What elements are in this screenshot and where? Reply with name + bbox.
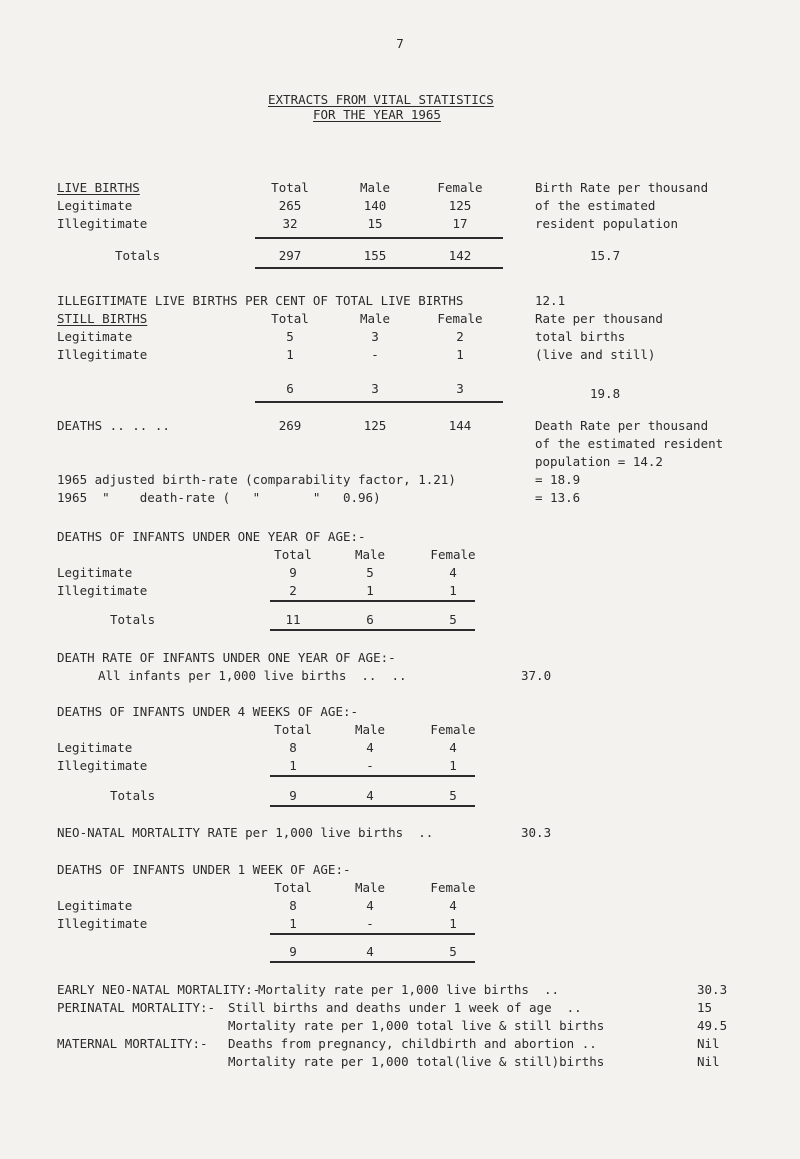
page-title: EXTRACTS FROM VITAL STATISTICS	[268, 92, 494, 107]
cell-female: 5	[449, 612, 457, 627]
footer-value: 30.3	[697, 982, 728, 997]
cell-female: 4	[449, 898, 457, 913]
neonatal-value: 30.3	[521, 825, 552, 840]
cell-female: 4	[449, 565, 457, 580]
cell-total: 2	[289, 583, 297, 598]
cell-female: 1	[449, 916, 457, 931]
cell-male: 4	[366, 788, 374, 803]
footer-label: EARLY NEO-NATAL MORTALITY:-	[57, 982, 261, 997]
footer-value: 49.5	[697, 1018, 728, 1033]
infant-rate-line: All infants per 1,000 live births .. ..	[98, 668, 407, 683]
col-total: Total	[274, 880, 312, 895]
row-label: Legitimate	[57, 898, 133, 913]
row-label: Illegitimate	[57, 916, 148, 931]
cell-total: 5	[286, 329, 294, 344]
row-label: Illegitimate	[57, 583, 148, 598]
row-label: Legitimate	[57, 198, 133, 213]
cell-male: 3	[371, 329, 379, 344]
rate-note: Rate per thousand	[535, 311, 663, 326]
table-rule	[270, 629, 475, 631]
cell-total: 1	[286, 347, 294, 362]
illegitimate-pct-value: 12.1	[535, 293, 566, 308]
live-births-heading: LIVE BIRTHS	[57, 180, 140, 195]
cell-female: 17	[452, 216, 468, 231]
col-total: Total	[271, 180, 309, 195]
table-rule	[255, 267, 503, 269]
table-rule	[270, 775, 475, 777]
footer-label: PERINATAL MORTALITY:-	[57, 1000, 216, 1015]
infants-4wk-heading: DEATHS OF INFANTS UNDER 4 WEEKS OF AGE:-	[57, 704, 359, 719]
table-rule	[270, 961, 475, 963]
col-male: Male	[354, 722, 386, 737]
cell-male: 4	[366, 944, 374, 959]
page-subtitle: FOR THE YEAR 1965	[313, 107, 441, 122]
cell-male: 4	[366, 740, 374, 755]
deaths-label: DEATHS .. .. ..	[57, 418, 170, 433]
cell-total: 8	[289, 740, 297, 755]
cell-female: 2	[456, 329, 464, 344]
cell-total: 1	[289, 758, 297, 773]
col-female: Female	[437, 180, 483, 195]
rate-note: of the estimated resident	[535, 436, 724, 451]
rate-note: resident population	[535, 216, 678, 231]
footer-text: Mortality rate per 1,000 live births ..	[258, 982, 560, 997]
still-rate-value: 19.8	[590, 386, 621, 401]
cell-female: 1	[449, 583, 457, 598]
cell-male: 5	[366, 565, 374, 580]
cell-total: 9	[289, 944, 297, 959]
neonatal-line: NEO-NATAL MORTALITY RATE per 1,000 live births ..	[57, 825, 434, 840]
cell-total: 6	[286, 381, 294, 396]
rate-note: (live and still)	[535, 347, 656, 362]
cell-male: -	[366, 916, 374, 931]
cell-male: 3	[371, 381, 379, 396]
adjusted-death-line: 1965 " death-rate ( " " 0.96)	[57, 490, 381, 505]
cell-male: 6	[366, 612, 374, 627]
table-rule	[270, 600, 475, 602]
cell-female: 142	[448, 248, 472, 263]
rate-note: of the estimated	[535, 198, 656, 213]
cell-female: 144	[448, 418, 472, 433]
adjusted-birth-line: 1965 adjusted birth-rate (comparability factor, 1.21)	[57, 472, 456, 487]
table-rule	[255, 401, 503, 403]
cell-female: 125	[448, 198, 472, 213]
row-label: Legitimate	[57, 740, 133, 755]
footer-value: 15	[697, 1000, 713, 1015]
cell-male: 4	[366, 898, 374, 913]
col-female: Female	[430, 722, 476, 737]
cell-female: 5	[449, 788, 457, 803]
cell-female: 5	[449, 944, 457, 959]
cell-total: 265	[278, 198, 302, 213]
cell-male: 15	[367, 216, 383, 231]
cell-total: 297	[278, 248, 302, 263]
birth-rate-value: 15.7	[590, 248, 621, 263]
adjusted-death-value: = 13.6	[535, 490, 581, 505]
totals-label: Totals	[115, 248, 161, 263]
rate-note: population = 14.2	[535, 454, 663, 469]
cell-male: 1	[366, 583, 374, 598]
table-rule	[270, 805, 475, 807]
cell-total: 269	[278, 418, 302, 433]
cell-total: 32	[282, 216, 298, 231]
infants-1wk-heading: DEATHS OF INFANTS UNDER 1 WEEK OF AGE:-	[57, 862, 351, 877]
col-male: Male	[354, 880, 386, 895]
cell-total: 8	[289, 898, 297, 913]
footer-value: Nil	[697, 1054, 720, 1069]
cell-male: 125	[363, 418, 387, 433]
totals-label: Totals	[110, 612, 156, 627]
cell-total: 9	[289, 788, 297, 803]
col-total: Total	[274, 547, 312, 562]
footer-text: Still births and deaths under 1 week of age ..	[228, 1000, 582, 1015]
totals-label: Totals	[110, 788, 156, 803]
col-total: Total	[274, 722, 312, 737]
footer-text: Deaths from pregnancy, childbirth and abortion ..	[228, 1036, 597, 1051]
row-label: Legitimate	[57, 329, 133, 344]
col-female: Female	[437, 311, 483, 326]
table-rule	[255, 237, 503, 239]
page-number: 7	[396, 36, 404, 51]
col-male: Male	[359, 311, 391, 326]
adjusted-birth-value: = 18.9	[535, 472, 581, 487]
cell-female: 1	[449, 758, 457, 773]
row-label: Illegitimate	[57, 758, 148, 773]
cell-total: 9	[289, 565, 297, 580]
col-female: Female	[430, 547, 476, 562]
cell-female: 1	[456, 347, 464, 362]
rate-note: total births	[535, 329, 626, 344]
cell-male: 155	[363, 248, 387, 263]
cell-male: 140	[363, 198, 387, 213]
footer-label: MATERNAL MORTALITY:-	[57, 1036, 208, 1051]
footer-text: Mortality rate per 1,000 total(live & still)births	[228, 1054, 605, 1069]
cell-male: -	[366, 758, 374, 773]
still-births-heading: STILL BIRTHS	[57, 311, 148, 326]
col-male: Male	[354, 547, 386, 562]
infants-1yr-heading: DEATHS OF INFANTS UNDER ONE YEAR OF AGE:-	[57, 529, 366, 544]
table-rule	[270, 933, 475, 935]
cell-female: 4	[449, 740, 457, 755]
infant-rate-heading: DEATH RATE OF INFANTS UNDER ONE YEAR OF AGE:-	[57, 650, 396, 665]
illegitimate-pct-label: ILLEGITIMATE LIVE BIRTHS PER CENT OF TOTAL LIVE BIRTHS	[57, 293, 464, 308]
row-label: Illegitimate	[57, 347, 148, 362]
rate-note: Death Rate per thousand	[535, 418, 709, 433]
col-male: Male	[359, 180, 391, 195]
footer-text: Mortality rate per 1,000 total live & still births	[228, 1018, 605, 1033]
footer-value: Nil	[697, 1036, 720, 1051]
col-female: Female	[430, 880, 476, 895]
col-total: Total	[271, 311, 309, 326]
cell-total: 1	[289, 916, 297, 931]
rate-note: Birth Rate per thousand	[535, 180, 709, 195]
cell-female: 3	[456, 381, 464, 396]
row-label: Illegitimate	[57, 216, 148, 231]
row-label: Legitimate	[57, 565, 133, 580]
cell-total: 11	[285, 612, 301, 627]
infant-rate-value: 37.0	[521, 668, 552, 683]
cell-male: -	[371, 347, 379, 362]
